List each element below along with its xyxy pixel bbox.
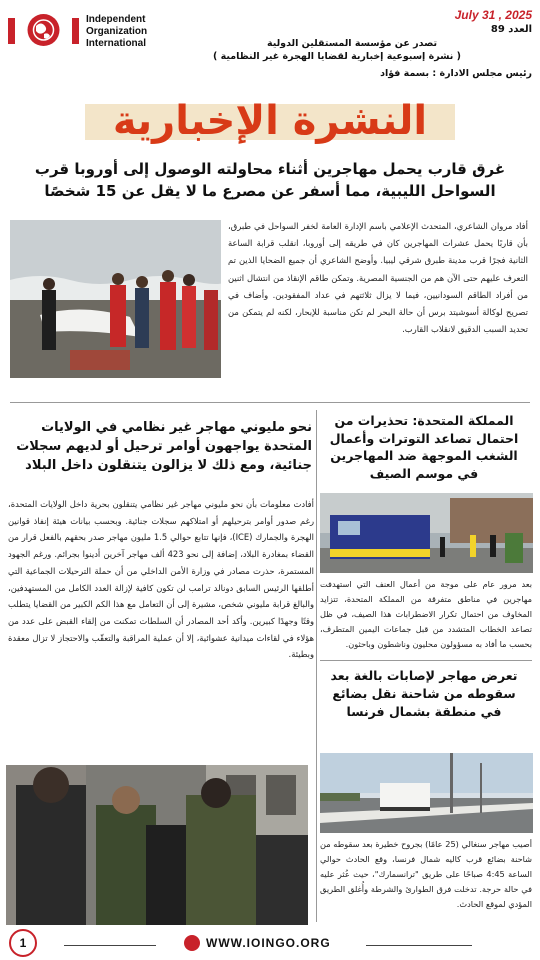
france-truck-body: أصيب مهاجر سنغالي (25 عامًا) بجروح خطيرة بعد سقوطه من شاحنة بضائع قرب كاليه شمال فرنسا، وقع الحادث حوالي الساعة 4:45 صباحًا على طريق "ترانسمارك"، حيث عُثر عليه في حالة حرجة. تدخلت فرق الطوارئ والشرطة وأُغلق الطريق المؤدي لموقع الحادث. (320, 839, 532, 909)
masthead (10, 90, 530, 152)
masthead-title: النشرة الإخبارية (112, 98, 428, 144)
france-truck-headline: تعرض مهاجر لإصابات بالغة بعد سقوطه من شاحنة نقل بضائع في منطقة بشمال فرنسا (330, 668, 518, 719)
uk-police-photo (320, 493, 533, 573)
uk-warning-body: بعد مرور عام على موجة من أعمال العنف التي استهدفت مهاجرين في مناطق متفرقة من المملكة المتحدة، تتزايد المخاوف من احتمال تكرار الاضطرابات هذا الصيف، في ظل تصاعد الخطاب المتشدد من قبل جماعات اليمين المتطرف، بحسب ما أفاد به مسؤولون محليون وناشطون وباحثون. (320, 579, 532, 649)
section-divider (320, 660, 532, 661)
ioi-logo (6, 10, 81, 50)
publisher-line: تصدر عن مؤسسة المستقلين الدولية (266, 38, 438, 49)
header (6, 8, 532, 88)
issue-date: July 31 , 2025 (454, 8, 532, 22)
us-migrants-headline: نحو مليوني مهاجر غير نظامي في الولايات المتحدة يواجهون أوامر ترحيل أو لديهم سجلات جنائية، ومع ذلك لا يزالون يتنقلون داخل البلاد (16, 420, 312, 473)
globe-icon (184, 935, 200, 951)
org-name: Independent Organization International (86, 14, 148, 49)
calais-road-photo (320, 753, 533, 833)
website-link[interactable]: WWW.IOINGO.ORG (206, 936, 331, 950)
column-divider (316, 410, 317, 922)
section-divider (10, 402, 530, 403)
rescue-photo (10, 220, 221, 378)
ice-arrest-photo (6, 765, 308, 925)
page-number: 1 (9, 929, 37, 957)
issue-number: العدد 89 (490, 24, 532, 35)
uk-warning-headline: المملكة المتحدة: تحذيرات من احتمال تصاعد التوترات وأعمال الشغب الموجهة ضد المهاجرين في موسم الصيف (329, 413, 519, 481)
main-headline: غرق قارب يحمل مهاجرين أثناء محاولته الوصول إلى أوروبا قرب السواحل الليبية، مما أسفر عن مصرع ما لا يقل عن 15 شخصًا (34, 160, 506, 200)
board-chair: رئيس مجلس الادارة : بسمة فؤاد (380, 68, 532, 79)
publisher-subline: ( نشرة إسبوعية إخبارية لقضايا الهجرة غير النظامية ) (212, 51, 462, 62)
footer-line (64, 945, 156, 946)
footer-line (366, 945, 472, 946)
footer (0, 928, 540, 960)
us-migrants-body: أفادت معلومات بأن نحو مليوني مهاجر غير نظامي يتنقلون بحرية داخل الولايات المتحدة، رغم صدور أوامر بترحيلهم أو امتلاكهم سجلات جنائية. وبحسب بيانات هيئة إنفاذ قوانين الهجرة والجمارك (ICE)، فإنها تتابع حوالي 1.5 مليون مهاجر صدر بحقهم بالفعل قرار من القضاء بمغادرة البلاد، إضافة إلى نحو 423 ألف مهاجر آخرين أدينوا بجرائم. ورغم الجهود المستمرة، حذرت مصادر في وزارة الأمن الداخلي من أن حملة الترحيلات الجماعية التي أطلقها الرئيس السابق دونالد ترامب لن تكون كافية لإزالة العدد الكامل من المستهدفين، والبالغ قرابة مليوني شخص، مشيرة إلى أن التعامل مع هذا الكم الكبير من القضايا يتطلب وقتًا وجهدًا كبيرين. وأكد أحد المصادر أن السلطات تمكنت من إلقاء القبض على عدد من هؤلاء في لقاءات ميدانية عشوائية، إلا أن عملية المراقبة والتعقّب والاحتجاز لا تزال معقدة وبطيئة. (8, 499, 315, 660)
main-story-body: أفاد مروان الشاعري، المتحدث الإعلامي باسم الإدارة العامة لخفر السواحل في طبرق، بأن قاربًا يحمل عشرات المهاجرين كان في طريقه إلى أوروبا، انقلب قرابة الساعة الثانية فجرًا قرب مدينة طبرق شرقي ليبيا. وأوضح الشاعري أن جميع الضحايا الذين تم التعرف عليهم حتى الآن هم من الجنسية المصرية. وتمكن طاقم الإنقاذ من انتشال اثنين من أفراد الطاقم السودانيين، فيما لا يزال ثلاثتهم في عداد المفقودين. وأضاف في تصريح لوكالة أسوشيتد برس أن حالة البحر لم تكن مناسبة للإبحار، لكنه لم يتمكن من تحديد السبب الدقيق لانقلاب القارب. (228, 221, 528, 335)
